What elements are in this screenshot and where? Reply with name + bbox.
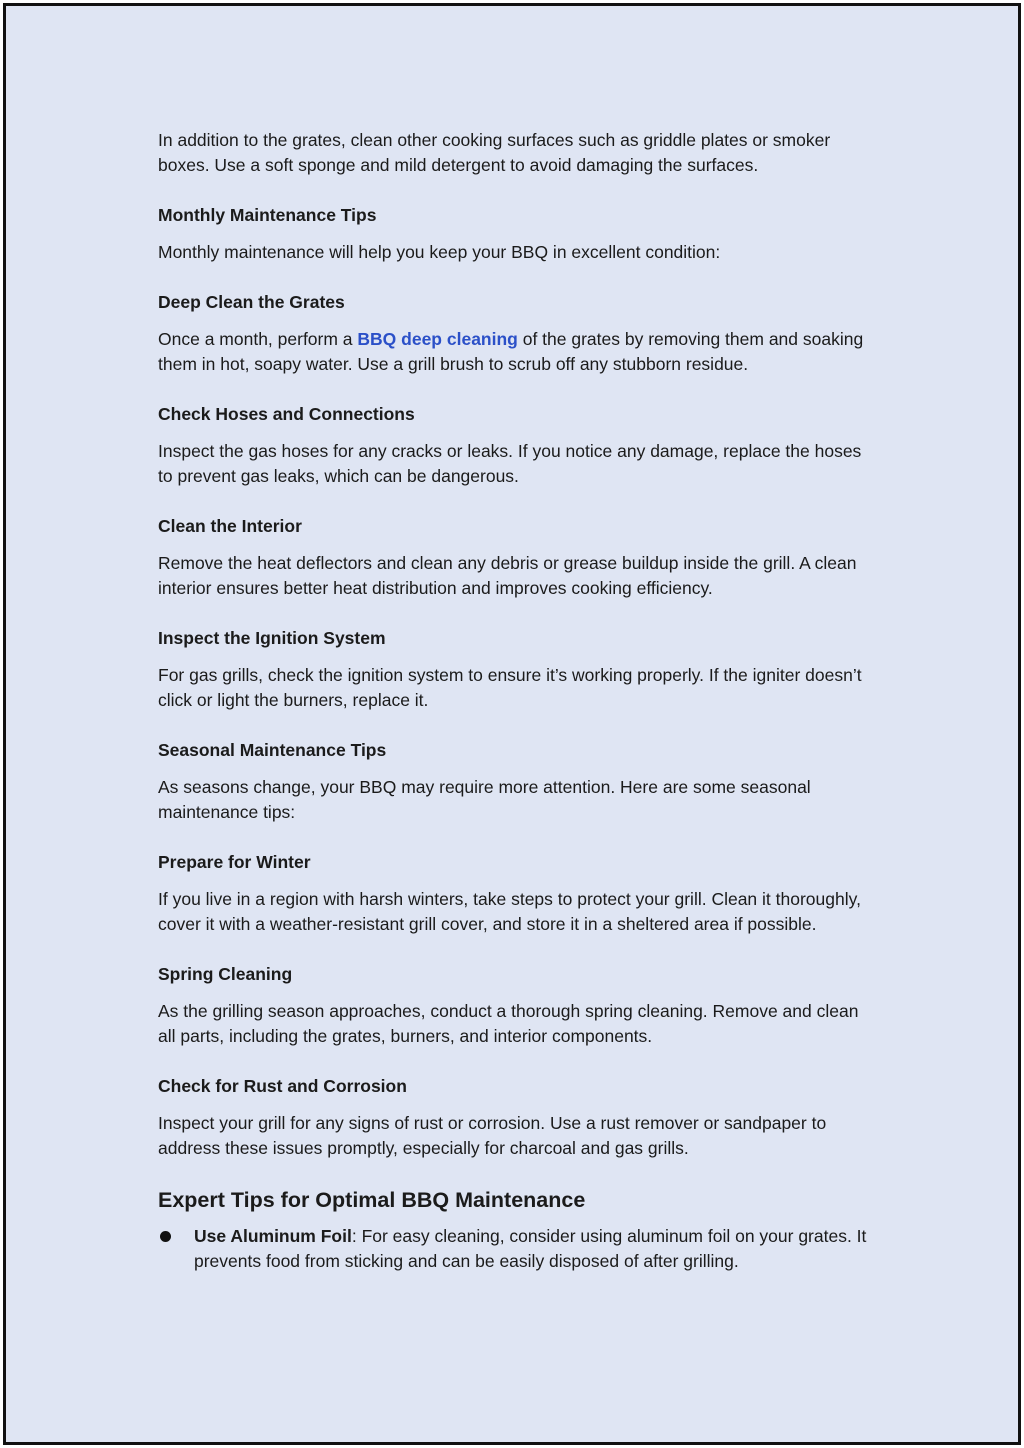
clean-interior-heading: Clean the Interior bbox=[158, 516, 302, 536]
check-hoses-paragraph: Inspect the gas hoses for any cracks or leaks. If you notice any damage, replace the hoses to prevent gas leaks, which can be dangerous. bbox=[158, 441, 862, 486]
spring-cleaning-paragraph: As the grilling season approaches, conduct a thorough spring cleaning. Remove and clean all parts, including the grates, burners, and interior components. bbox=[158, 1001, 859, 1046]
intro-paragraph: In addition to the grates, clean other cooking surfaces such as griddle plates or smoker boxes. Use a soft sponge and mild detergent to avoid damaging the surfaces. bbox=[158, 130, 831, 175]
deep-clean-heading: Deep Clean the Grates bbox=[158, 292, 345, 312]
monthly-maintenance-paragraph: Monthly maintenance will help you keep your BBQ in excellent condition: bbox=[158, 242, 721, 262]
ignition-system-paragraph: For gas grills, check the ignition system to ensure it’s working properly. If the igniter doesn’t click or light the burners, replace it. bbox=[158, 665, 862, 710]
check-hoses-heading: Check Hoses and Connections bbox=[158, 404, 415, 424]
list-item-text: : For easy cleaning, consider using aluminum foil on your grates. It prevents food from sticking and can be easily disposed of after grilling. bbox=[194, 1226, 867, 1271]
seasonal-maintenance-heading: Seasonal Maintenance Tips bbox=[158, 740, 387, 760]
prepare-winter-paragraph: If you live in a region with harsh winters, take steps to protect your grill. Clean it thoroughly, cover it with a weather-resistant grill cover, and store it in a sheltered area if possible. bbox=[158, 889, 861, 934]
document-page bbox=[3, 3, 1021, 1445]
bullet-icon bbox=[160, 1231, 171, 1242]
deep-clean-text-after: of the grates by removing them and soaking them in hot, soapy water. Use a grill brush to scrub off any stubborn residue. bbox=[158, 329, 864, 374]
expert-tips-heading: Expert Tips for Optimal BBQ Maintenance bbox=[158, 1188, 586, 1212]
document-body bbox=[158, 128, 878, 1274]
rust-corrosion-heading: Check for Rust and Corrosion bbox=[158, 1076, 407, 1096]
list-item bbox=[158, 1224, 878, 1274]
clean-interior-paragraph: Remove the heat deflectors and clean any debris or grease buildup inside the grill. A clean interior ensures better heat distribution and improves cooking efficiency. bbox=[158, 553, 857, 598]
list-item-label: Use Aluminum Foil bbox=[194, 1226, 352, 1246]
deep-clean-paragraph bbox=[158, 327, 878, 377]
deep-clean-text-before: Once a month, perform a bbox=[158, 329, 358, 349]
ignition-system-heading: Inspect the Ignition System bbox=[158, 628, 386, 648]
bbq-deep-cleaning-link[interactable]: BBQ deep cleaning bbox=[357, 329, 518, 349]
rust-corrosion-paragraph: Inspect your grill for any signs of rust or corrosion. Use a rust remover or sandpaper to address these issues promptly, especially for charcoal and gas grills. bbox=[158, 1113, 827, 1158]
prepare-winter-heading: Prepare for Winter bbox=[158, 852, 311, 872]
seasonal-maintenance-paragraph: As seasons change, your BBQ may require more attention. Here are some seasonal maintenance tips: bbox=[158, 777, 811, 822]
spring-cleaning-heading: Spring Cleaning bbox=[158, 964, 293, 984]
monthly-maintenance-heading: Monthly Maintenance Tips bbox=[158, 205, 377, 225]
